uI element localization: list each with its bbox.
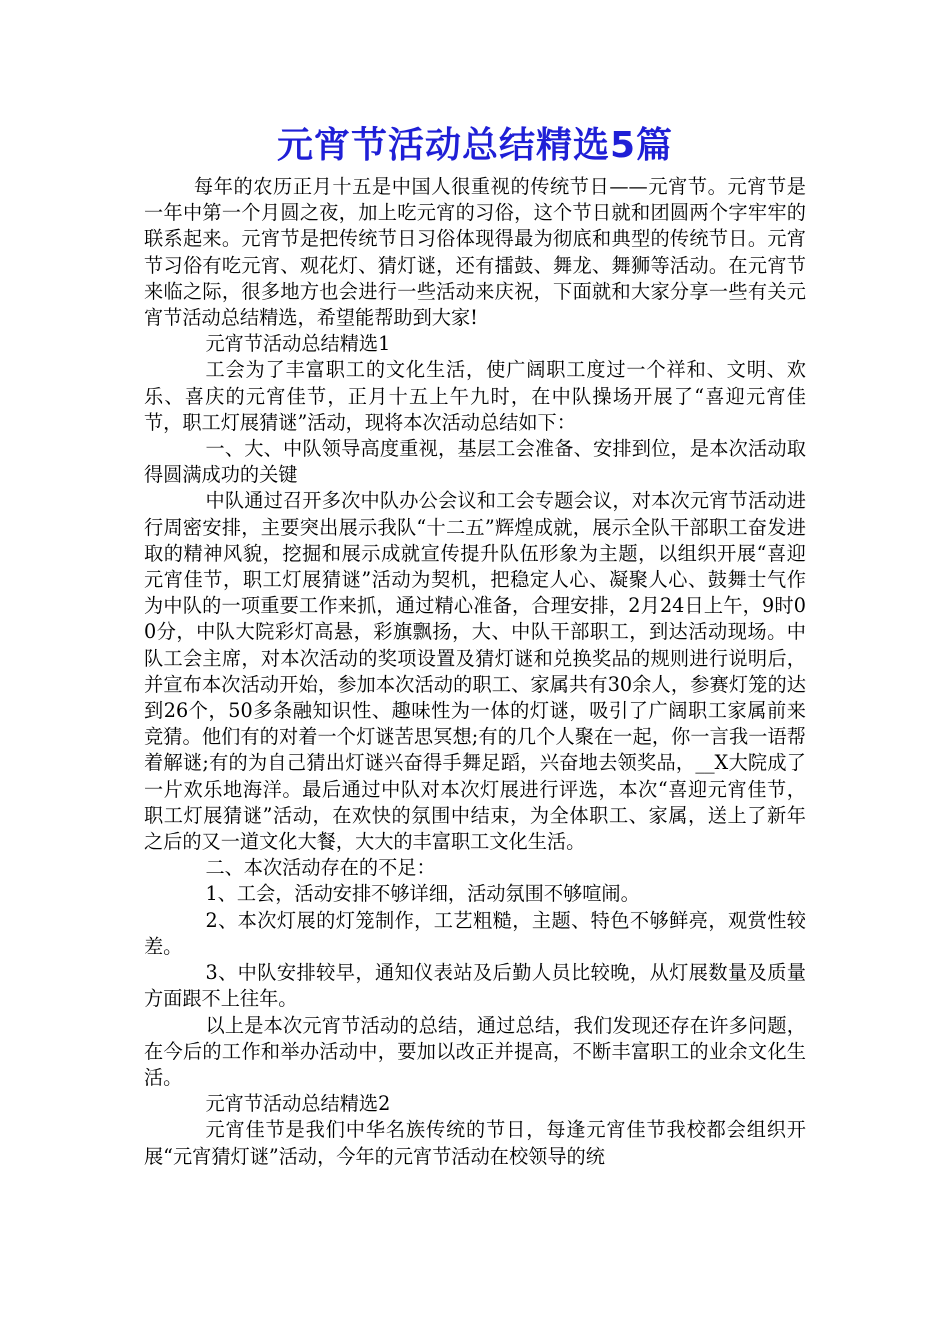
intro-paragraph: 每年的农历正月十五是中国人很重视的传统节日——元宵节。元宵节是一年中第一个月圆之夜，加上吃元宵的习俗，这个节日就和团圆两个字牢牢的联系起来。元宵节是把传统节日习俗体现得最为彻底和典型的传统节日。元宵节习俗有吃元宵、观花灯、猜灯谜，还有擂鼓、舞龙、舞狮等活动。在元宵节来临之际，很多地方也会进行一些活动来庆祝，下面就和大家分享一些有关元宵节活动总结精选，希望能帮助到大家! — [144, 175, 806, 330]
section-heading-2: 元宵节活动总结精选2 — [205, 1092, 391, 1116]
body-paragraph: 元宵佳节是我们中华名族传统的节日，每逢元宵佳节我校都会组织开展“元宵猜灯谜”活动，今年的元宵节活动在校领导的统 — [144, 1118, 806, 1168]
list-item: 1、工会，活动安排不够详细，活动氛围不够喧闹。 — [205, 882, 640, 906]
subheading-paragraph: 二、本次活动存在的不足： — [205, 856, 436, 880]
list-item: 2、本次灯展的灯笼制作，工艺粗糙，主题、特色不够鲜亮，观赏性较差。 — [144, 908, 806, 958]
body-paragraph: 以上是本次元宵节活动的总结，通过总结，我们发现还存在许多问题，在今后的工作和举办活动中，要加以改正并提高，不断丰富职工的业余文化生活。 — [144, 1013, 806, 1089]
body-paragraph: 工会为了丰富职工的文化生活，使广阔职工度过一个祥和、文明、欢乐、喜庆的元宵佳节，正月十五上午九时，在中队操场开展了“喜迎元宵佳节，职工灯展猜谜”活动，现将本次活动总结如下： — [144, 358, 806, 434]
document-title: 元宵节活动总结精选5篇 — [276, 125, 674, 166]
subheading-paragraph: 一、大、中队领导高度重视，基层工会准备、安排到位，是本次活动取得圆满成功的关键 — [144, 437, 806, 487]
list-item: 3、中队安排较早，通知仪表站及后勤人员比较晚，从灯展数量及质量方面跟不上往年。 — [144, 961, 806, 1011]
section-heading-1: 元宵节活动总结精选1 — [205, 332, 391, 356]
document-page — [144, 120, 806, 1170]
body-paragraph: 中队通过召开多次中队办公会议和工会专题会议，对本次元宵节活动进行周密安排，主要突出展示我队“十二五”辉煌成就，展示全队干部职工奋发进取的精神风貌，挖掘和展示成就宣传提升队伍形象为主题，以组织开展“喜迎元宵佳节，职工灯展猜谜”活动为契机，把稳定人心、凝聚人心、鼓舞士气作为中队的一项重要工作来抓，通过精心准备，合理安排，2月24日上午，9时00分，中队大院彩灯高悬，彩旗飘扬，大、中队干部职工，到达活动现场。中队工会主席，对本次活动的奖项设置及猜灯谜和兑换奖品的规则进行说明后，并宣布本次活动开始，参加本次活动的职工、家属共有30余人，参赛灯笼的达到26个，50多条融知识性、趣味性为一体的灯谜，吸引了广阔职工家属前来竞猜。他们有的对着一个灯谜苦思冥想;有的几个人聚在一起，你一言我一语帮着解谜;有的为自己猜出灯谜兴奋得手舞足蹈，兴奋地去领奖品，__X大院成了一片欢乐地海洋。最后通过中队对本次灯展进行评选，本次“喜迎元宵佳节，职工灯展猜谜”活动，在欢快的氛围中结束，为全体职工、家属，送上了新年之后的又一道文化大餐，大大的丰富职工文化生活。 — [144, 489, 806, 854]
